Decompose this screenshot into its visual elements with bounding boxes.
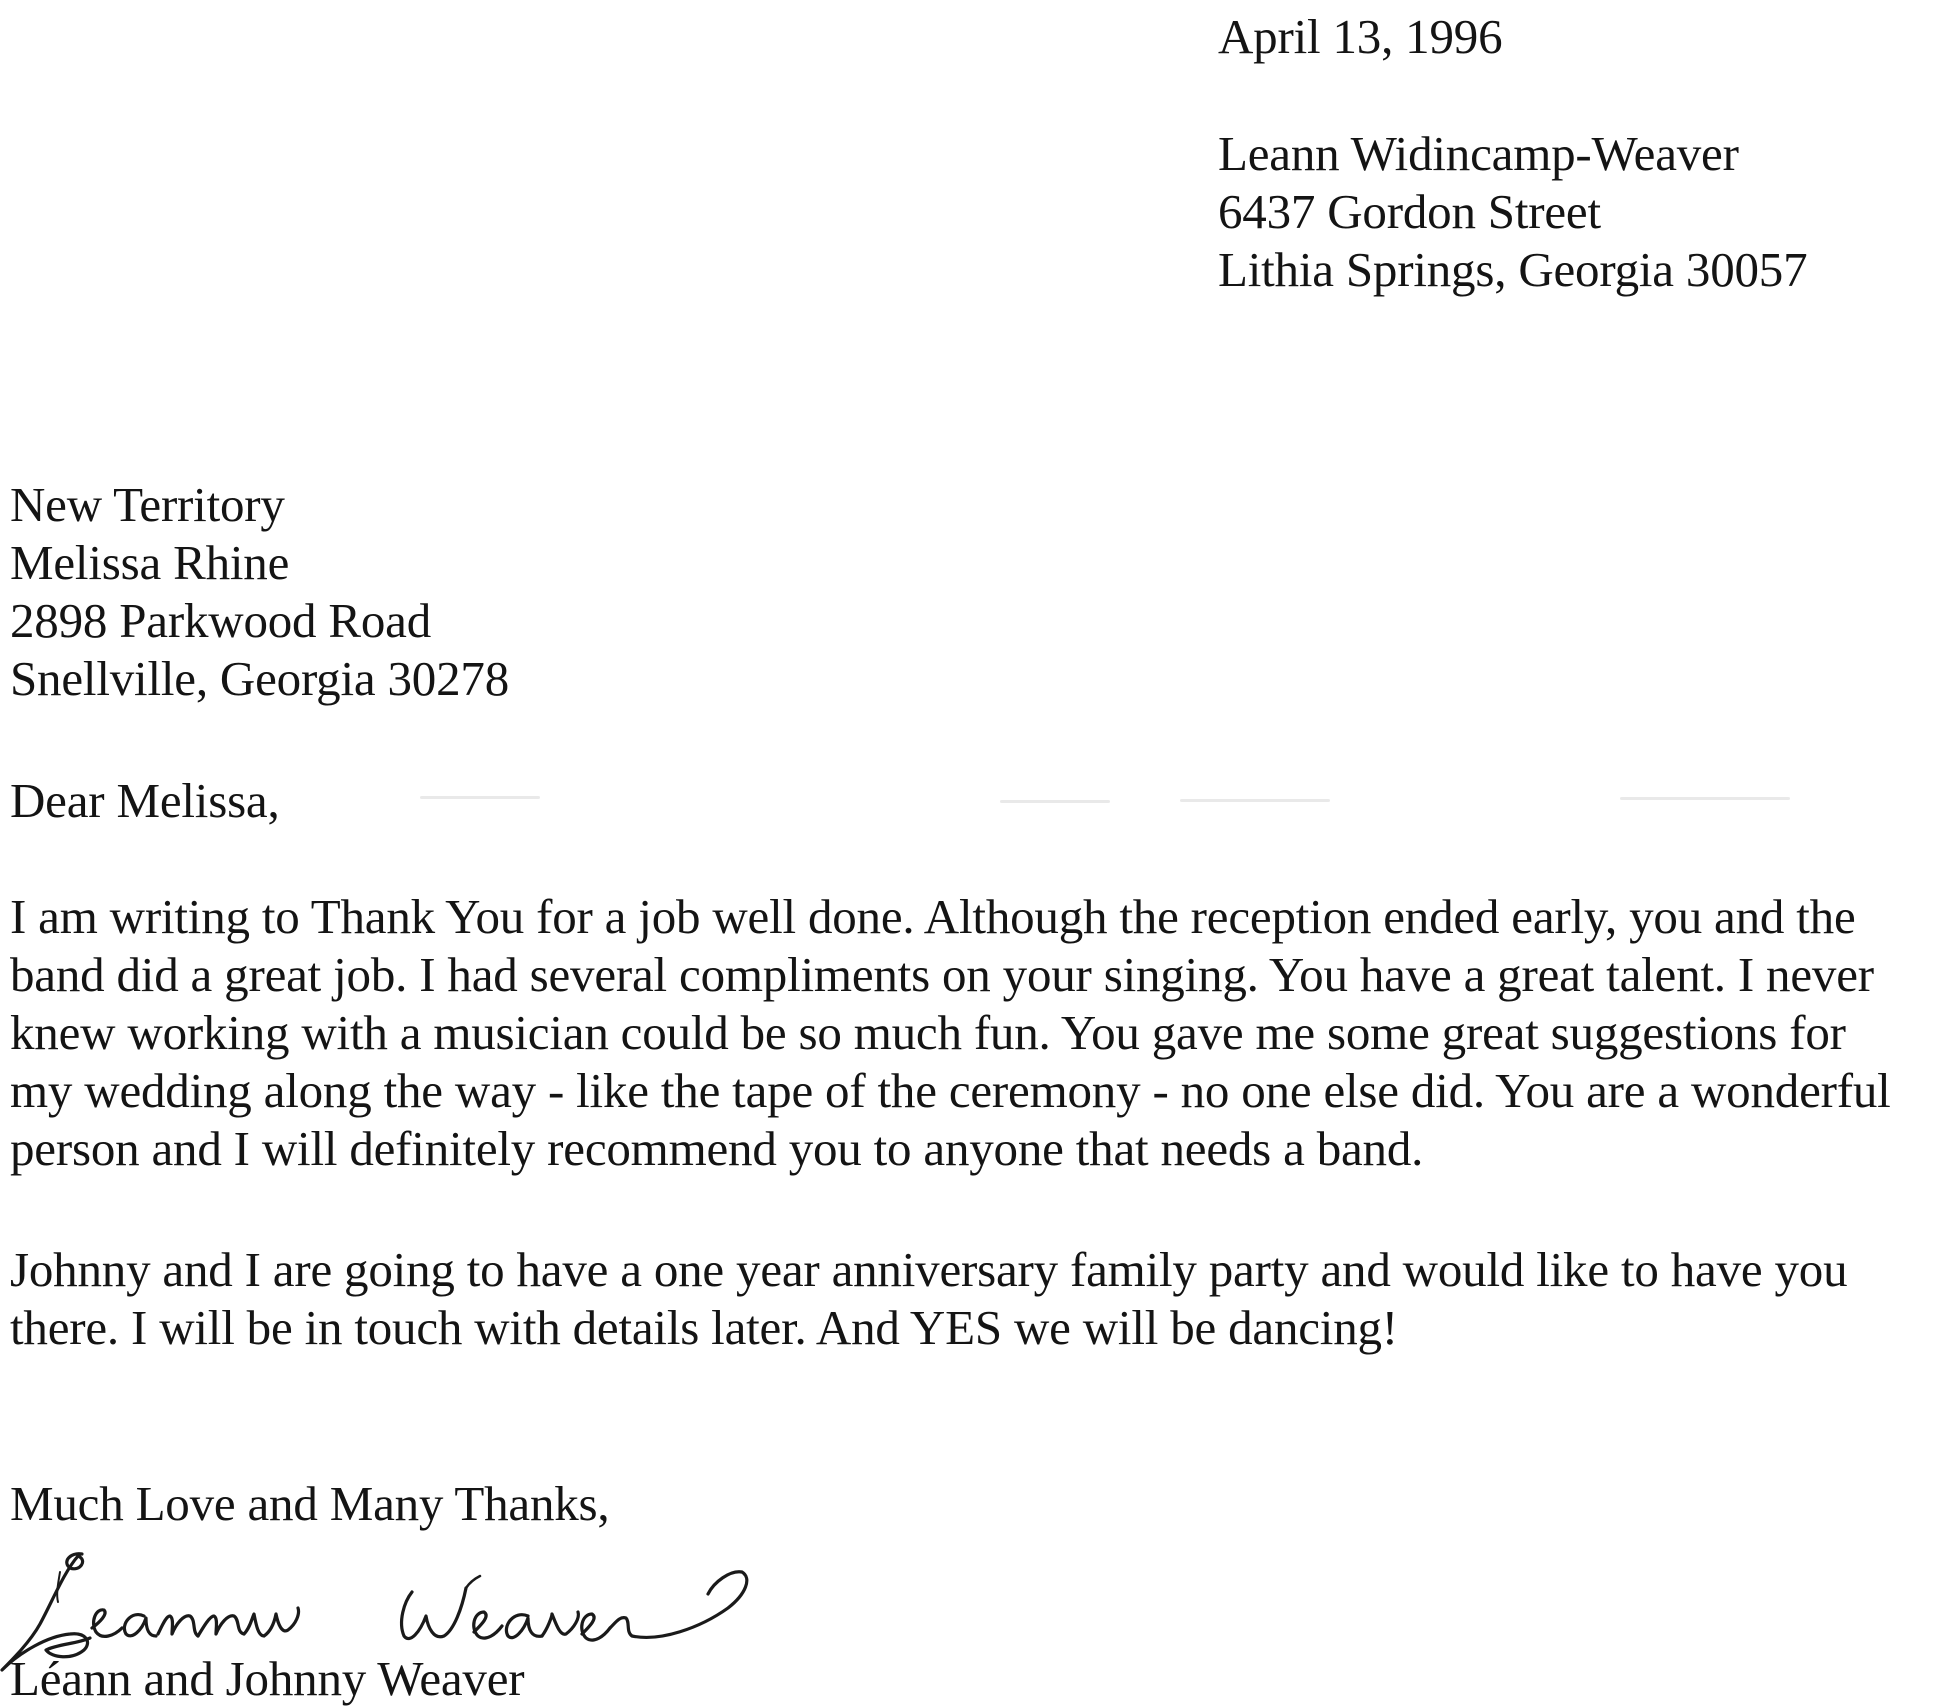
paragraph-line: there. I will be in touch with details later. And YES we will be dancing! bbox=[10, 1300, 1398, 1355]
body-paragraph-1 bbox=[10, 888, 1955, 1178]
recipient-street: 2898 Parkwood Road bbox=[10, 593, 432, 648]
paragraph-line: Johnny and I are going to have a one year anniversary family party and would like to have you bbox=[10, 1242, 1848, 1297]
closing: Much Love and Many Thanks, bbox=[10, 1476, 610, 1531]
scan-smudge bbox=[1620, 797, 1790, 800]
sender-street: 6437 Gordon Street bbox=[1218, 184, 1601, 239]
paragraph-line: person and I will definitely recommend you to anyone that needs a band. bbox=[10, 1121, 1424, 1176]
body-paragraph-2 bbox=[10, 1241, 1955, 1357]
salutation: Dear Melissa, bbox=[10, 773, 280, 828]
paragraph-line: I am writing to Thank You for a job well done. Although the reception ended early, you and the bbox=[10, 889, 1856, 944]
sender-name: Leann Widincamp-Weaver bbox=[1218, 126, 1739, 181]
sender-address bbox=[1218, 125, 1807, 299]
sender-city: Lithia Springs, Georgia 30057 bbox=[1218, 242, 1808, 297]
paragraph-line: knew working with a musician could be so much fun. You gave me some great suggestions for bbox=[10, 1005, 1846, 1060]
recipient-address bbox=[10, 476, 509, 708]
scan-smudge bbox=[1000, 800, 1110, 803]
letter-date: April 13, 1996 bbox=[1218, 9, 1503, 64]
recipient-company: New Territory bbox=[10, 477, 285, 532]
paragraph-line: band did a great job. I had several compliments on your singing. You have a great talent. I never bbox=[10, 947, 1874, 1002]
recipient-city: Snellville, Georgia 30278 bbox=[10, 651, 509, 706]
signed-name: Léann and Johnny Weaver bbox=[10, 1651, 525, 1706]
recipient-name: Melissa Rhine bbox=[10, 535, 290, 590]
scan-smudge bbox=[420, 796, 540, 799]
scan-smudge bbox=[1180, 799, 1330, 802]
paragraph-line: my wedding along the way - like the tape of the ceremony - no one else did. You are a wonderful bbox=[10, 1063, 1891, 1118]
